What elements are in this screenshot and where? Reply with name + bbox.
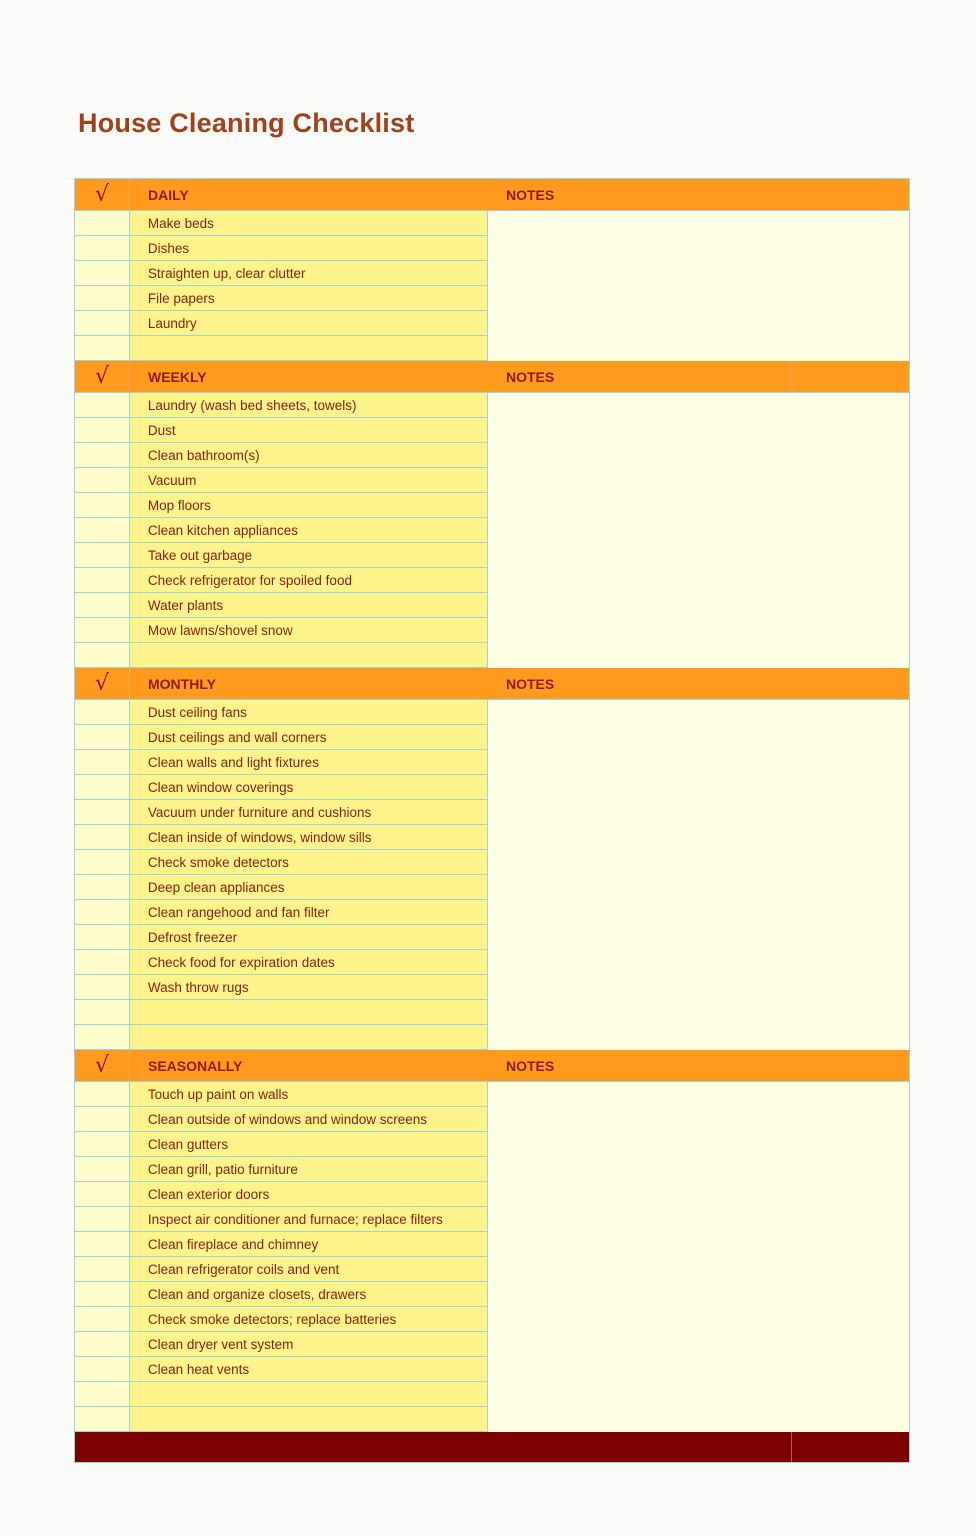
- task-label: Dust ceiling fans: [130, 700, 488, 724]
- notes-heading: NOTES: [506, 675, 555, 692]
- footer-bar: [75, 1432, 909, 1462]
- task-checkbox[interactable]: [75, 393, 130, 417]
- task-label: Clean kitchen appliances: [130, 518, 488, 542]
- task-row: [75, 1132, 488, 1157]
- section-heading: DAILY: [148, 186, 189, 203]
- task-checkbox[interactable]: [75, 950, 130, 974]
- task-label: Clean heat vents: [130, 1357, 488, 1381]
- task-label: Clean grill, patio furniture: [130, 1157, 488, 1181]
- task-checkbox[interactable]: [75, 750, 130, 774]
- task-label: Straighten up, clear clutter: [130, 261, 488, 285]
- task-checkbox[interactable]: [75, 543, 130, 567]
- task-checkbox[interactable]: [75, 1182, 130, 1206]
- section-header-daily: [75, 179, 909, 211]
- task-label: [130, 1000, 488, 1024]
- task-label: [130, 1382, 488, 1406]
- section-heading: WEEKLY: [148, 368, 207, 385]
- task-checkbox[interactable]: [75, 568, 130, 592]
- task-checkbox[interactable]: [75, 493, 130, 517]
- task-row: [75, 236, 488, 261]
- task-row: [75, 1407, 488, 1432]
- task-row: [75, 1257, 488, 1282]
- task-checkbox[interactable]: [75, 1025, 130, 1049]
- task-row: [75, 1357, 488, 1382]
- task-checkbox[interactable]: [75, 725, 130, 749]
- task-checkbox[interactable]: [75, 518, 130, 542]
- task-checkbox[interactable]: [75, 336, 130, 360]
- task-row: [75, 1107, 488, 1132]
- page-title: House Cleaning Checklist: [78, 108, 415, 138]
- task-checkbox[interactable]: [75, 1207, 130, 1231]
- task-label: Clean bathroom(s): [130, 443, 488, 467]
- task-label: Vacuum: [130, 468, 488, 492]
- task-row: [75, 1282, 488, 1307]
- checkmark-icon: √: [75, 361, 130, 392]
- task-label: Clean window coverings: [130, 775, 488, 799]
- task-label: [130, 336, 488, 360]
- task-checkbox[interactable]: [75, 925, 130, 949]
- task-label: Clean refrigerator coils and vent: [130, 1257, 488, 1281]
- task-label: Clean inside of windows, window sills: [130, 825, 488, 849]
- task-label: Vacuum under furniture and cushions: [130, 800, 488, 824]
- task-list: [75, 1082, 488, 1432]
- task-label: Clean gutters: [130, 1132, 488, 1156]
- checkmark-icon: √: [75, 668, 130, 699]
- task-label: Clean rangehood and fan filter: [130, 900, 488, 924]
- task-label: Make beds: [130, 211, 488, 235]
- task-row: [75, 286, 488, 311]
- task-checkbox[interactable]: [75, 211, 130, 235]
- task-row: [75, 311, 488, 336]
- task-row: [75, 1082, 488, 1107]
- task-checkbox[interactable]: [75, 1107, 130, 1131]
- task-row: [75, 1157, 488, 1182]
- task-row: [75, 568, 488, 593]
- section-heading: MONTHLY: [148, 675, 216, 692]
- task-checkbox[interactable]: [75, 468, 130, 492]
- section-header-monthly: [75, 668, 909, 700]
- task-row: [75, 925, 488, 950]
- task-label: Dust: [130, 418, 488, 442]
- task-label: Check refrigerator for spoiled food: [130, 568, 488, 592]
- task-label: Clean walls and light fixtures: [130, 750, 488, 774]
- task-checkbox[interactable]: [75, 418, 130, 442]
- task-label: Inspect air conditioner and furnace; replace filters: [130, 1207, 488, 1231]
- task-checkbox[interactable]: [75, 1282, 130, 1306]
- task-row: [75, 975, 488, 1000]
- task-row: [75, 800, 488, 825]
- task-checkbox[interactable]: [75, 1000, 130, 1024]
- footer-fill: [75, 1432, 791, 1462]
- task-row: [75, 775, 488, 800]
- notes-heading: NOTES: [506, 186, 555, 203]
- task-row: [75, 468, 488, 493]
- task-row: [75, 393, 488, 418]
- task-label: [130, 1407, 488, 1431]
- task-row: [75, 643, 488, 668]
- task-checkbox[interactable]: [75, 236, 130, 260]
- task-checkbox[interactable]: [75, 700, 130, 724]
- task-label: Defrost freezer: [130, 925, 488, 949]
- notes-area[interactable]: [488, 700, 909, 1050]
- task-row: [75, 543, 488, 568]
- task-label: Clean and organize closets, drawers: [130, 1282, 488, 1306]
- task-label: Touch up paint on walls: [130, 1082, 488, 1106]
- task-checkbox[interactable]: [75, 1257, 130, 1281]
- section-body: [75, 211, 909, 361]
- task-label: Clean exterior doors: [130, 1182, 488, 1206]
- task-list: [75, 211, 488, 361]
- task-label: Clean outside of windows and window screens: [130, 1107, 488, 1131]
- task-list: [75, 700, 488, 1050]
- task-label: Deep clean appliances: [130, 875, 488, 899]
- task-label: Laundry (wash bed sheets, towels): [130, 393, 488, 417]
- task-row: [75, 593, 488, 618]
- task-row: [75, 850, 488, 875]
- task-label: Wash throw rugs: [130, 975, 488, 999]
- task-label: Mop floors: [130, 493, 488, 517]
- task-checkbox[interactable]: [75, 1232, 130, 1256]
- task-checkbox[interactable]: [75, 775, 130, 799]
- task-row: [75, 336, 488, 361]
- task-checkbox[interactable]: [75, 850, 130, 874]
- task-label: Mow lawns/shovel snow: [130, 618, 488, 642]
- checkmark-icon: √: [75, 1050, 130, 1081]
- task-checkbox[interactable]: [75, 975, 130, 999]
- task-row: [75, 443, 488, 468]
- task-row: [75, 825, 488, 850]
- task-checkbox[interactable]: [75, 261, 130, 285]
- task-row: [75, 700, 488, 725]
- task-checkbox[interactable]: [75, 286, 130, 310]
- task-checkbox[interactable]: [75, 1407, 130, 1431]
- notes-heading: NOTES: [506, 1057, 555, 1074]
- task-checkbox[interactable]: [75, 443, 130, 467]
- task-checkbox[interactable]: [75, 800, 130, 824]
- task-row: [75, 261, 488, 286]
- task-row: [75, 618, 488, 643]
- task-label: Check smoke detectors: [130, 850, 488, 874]
- notes-heading: NOTES: [506, 368, 555, 385]
- task-checkbox[interactable]: [75, 1382, 130, 1406]
- section-body: [75, 700, 909, 1050]
- task-checkbox[interactable]: [75, 875, 130, 899]
- checklist-sheet: [74, 178, 910, 1463]
- section-body: [75, 393, 909, 668]
- task-row: [75, 1207, 488, 1232]
- task-list: [75, 393, 488, 668]
- task-label: Take out garbage: [130, 543, 488, 567]
- task-label: File papers: [130, 286, 488, 310]
- task-label: Clean fireplace and chimney: [130, 1232, 488, 1256]
- task-row: [75, 418, 488, 443]
- task-label: Check smoke detectors; replace batteries: [130, 1307, 488, 1331]
- task-checkbox[interactable]: [75, 618, 130, 642]
- task-row: [75, 750, 488, 775]
- task-label: [130, 643, 488, 667]
- task-row: [75, 211, 488, 236]
- section-body: [75, 1082, 909, 1432]
- notes-area[interactable]: [488, 1082, 909, 1432]
- header-extra-cell: [791, 361, 909, 392]
- task-checkbox[interactable]: [75, 1307, 130, 1331]
- task-label: Dishes: [130, 236, 488, 260]
- section-heading: SEASONALLY: [148, 1057, 243, 1074]
- task-row: [75, 1382, 488, 1407]
- task-row: [75, 493, 488, 518]
- task-label: Clean dryer vent system: [130, 1332, 488, 1356]
- task-row: [75, 1182, 488, 1207]
- task-row: [75, 1232, 488, 1257]
- task-row: [75, 1025, 488, 1050]
- task-checkbox[interactable]: [75, 1357, 130, 1381]
- notes-area[interactable]: [488, 393, 909, 668]
- footer-extra-cell: [791, 1432, 909, 1462]
- checkmark-icon: √: [75, 179, 130, 210]
- task-checkbox[interactable]: [75, 593, 130, 617]
- task-row: [75, 1000, 488, 1025]
- task-row: [75, 875, 488, 900]
- task-checkbox[interactable]: [75, 900, 130, 924]
- task-label: Check food for expiration dates: [130, 950, 488, 974]
- task-row: [75, 1307, 488, 1332]
- task-label: Water plants: [130, 593, 488, 617]
- notes-area[interactable]: [488, 211, 909, 361]
- task-checkbox[interactable]: [75, 1332, 130, 1356]
- task-checkbox[interactable]: [75, 1082, 130, 1106]
- task-label: [130, 1025, 488, 1049]
- section-header-weekly: [75, 361, 909, 393]
- task-row: [75, 900, 488, 925]
- task-label: Dust ceilings and wall corners: [130, 725, 488, 749]
- task-checkbox[interactable]: [75, 1157, 130, 1181]
- task-label: Laundry: [130, 311, 488, 335]
- task-checkbox[interactable]: [75, 1132, 130, 1156]
- section-header-seasonally: [75, 1050, 909, 1082]
- task-checkbox[interactable]: [75, 643, 130, 667]
- task-row: [75, 950, 488, 975]
- task-row: [75, 518, 488, 543]
- task-row: [75, 725, 488, 750]
- task-checkbox[interactable]: [75, 825, 130, 849]
- task-checkbox[interactable]: [75, 311, 130, 335]
- task-row: [75, 1332, 488, 1357]
